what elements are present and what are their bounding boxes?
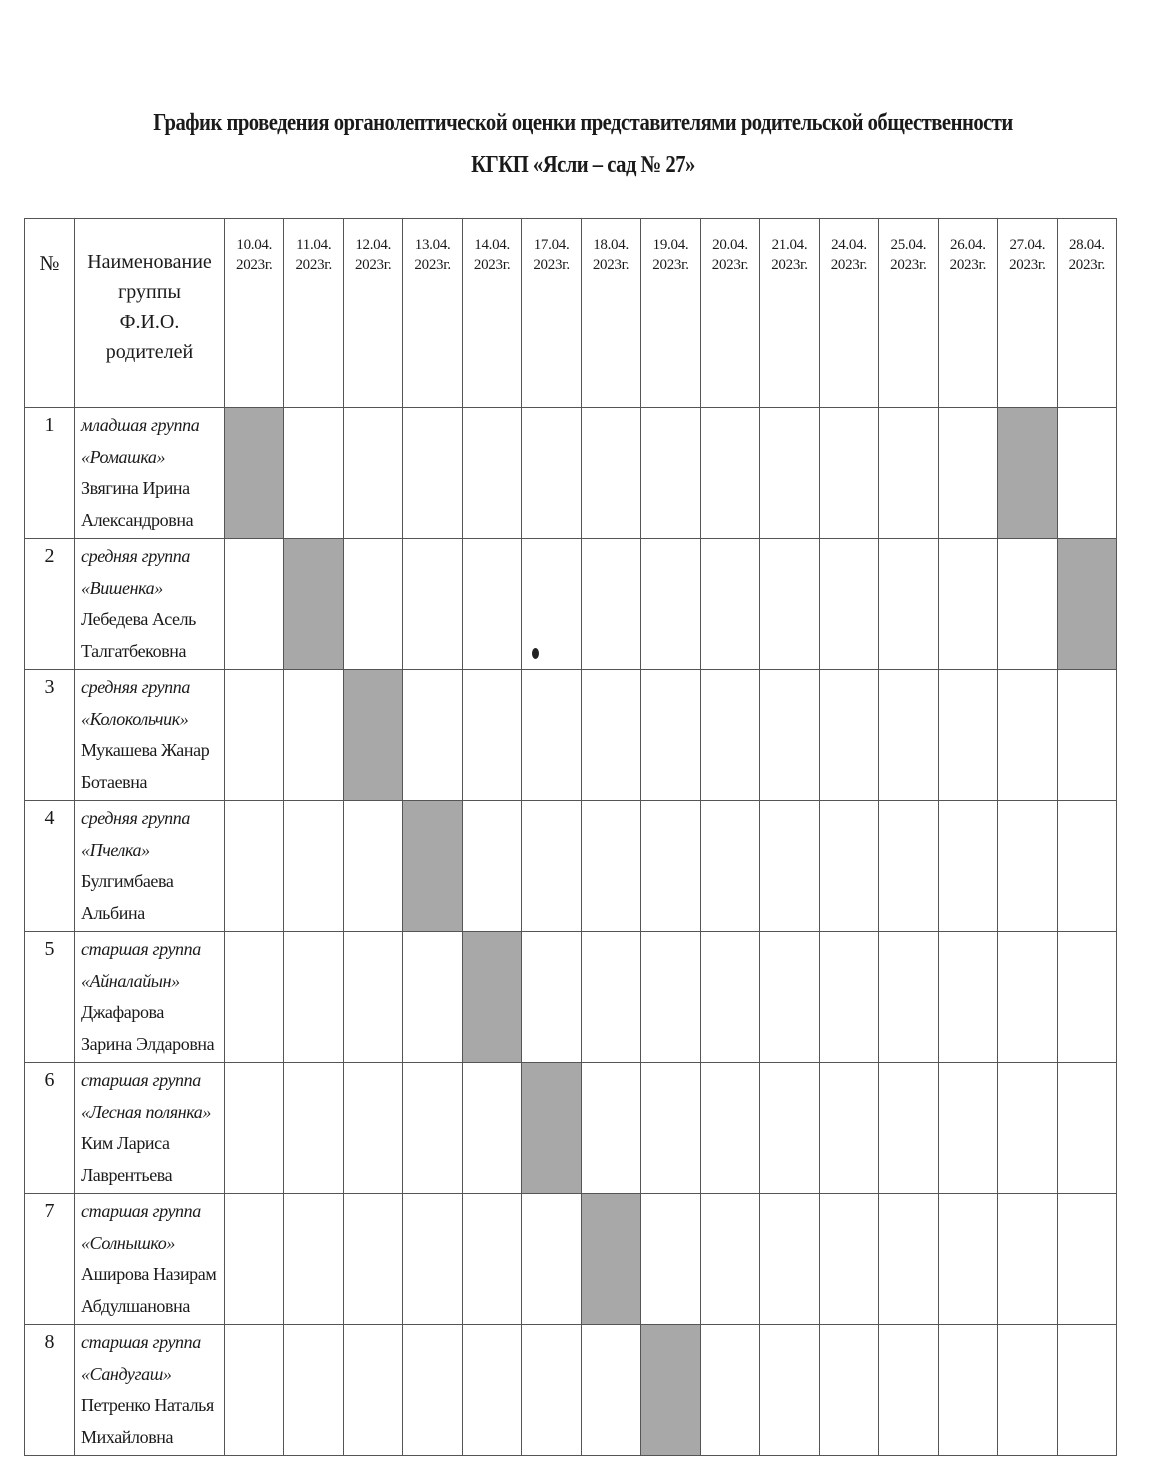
header-number: №: [25, 219, 75, 408]
header-date-line: 12.04.: [355, 237, 392, 253]
date-cell: [1057, 1325, 1116, 1456]
date-cell: [225, 1194, 284, 1325]
date-cell: [343, 932, 402, 1063]
date-cell: [522, 1325, 581, 1456]
group-parent-cell: [75, 801, 225, 932]
date-cell: [403, 1325, 462, 1456]
date-cell: [938, 1325, 997, 1456]
header-date-line: 11.04.: [296, 237, 332, 253]
date-cell: [700, 801, 759, 932]
date-cell: [462, 801, 521, 932]
table-row: [25, 932, 1117, 1063]
date-cell: [225, 801, 284, 932]
date-cell: [760, 670, 819, 801]
date-cell: [1057, 1194, 1116, 1325]
date-cell: [403, 408, 462, 539]
header-date: [403, 219, 462, 408]
date-cell: [284, 932, 343, 1063]
header-date-line: 18.04.: [593, 237, 629, 253]
date-cell: [581, 408, 640, 539]
date-cell: [403, 932, 462, 1063]
header-date-line: 28.04.: [1068, 237, 1105, 253]
group-name: «Колокольчик»: [81, 708, 189, 729]
group-name: младшая группа: [81, 415, 200, 435]
date-cell: [581, 539, 640, 670]
header-date-line: 10.04.: [236, 237, 273, 253]
table-row: [25, 539, 1117, 670]
scheduled-cell: [641, 1325, 700, 1456]
date-cell: [938, 1194, 997, 1325]
date-cell: [462, 408, 521, 539]
parent-name: Михайловна: [81, 1426, 174, 1447]
header-date-line: 2023г.: [830, 257, 868, 273]
header-date-line: 19.04.: [652, 237, 689, 253]
scheduled-cell: [581, 1194, 640, 1325]
parent-name: Ботаевна: [81, 771, 148, 792]
document-subtitle: КГКП «Ясли – сад № 27»: [471, 152, 695, 178]
date-cell: [819, 408, 878, 539]
group-name: «Сандугаш»: [81, 1363, 172, 1384]
date-cell: [700, 670, 759, 801]
date-cell: [998, 932, 1057, 1063]
scheduled-cell: [343, 670, 402, 801]
date-cell: [581, 1325, 640, 1456]
group-parent-cell: [75, 1194, 225, 1325]
parent-name: Александровна: [81, 509, 194, 530]
header-date-line: 2023г.: [295, 257, 332, 273]
date-cell: [938, 932, 997, 1063]
parent-name: Лаврентьева: [81, 1164, 173, 1185]
date-cell: [700, 1325, 759, 1456]
date-cell: [522, 801, 581, 932]
date-cell: [462, 670, 521, 801]
parent-name: Зарина Элдаровна: [81, 1033, 215, 1054]
group-name: средняя группа: [81, 546, 190, 566]
header-name-line: Ф.И.О.: [119, 311, 180, 333]
date-cell: [879, 932, 938, 1063]
row-number: 1: [25, 408, 75, 539]
group-name: средняя группа: [81, 677, 190, 697]
date-cell: [819, 801, 878, 932]
group-name: «Айналайын»: [81, 970, 180, 991]
header-date: [343, 219, 402, 408]
header-date: [522, 219, 581, 408]
header-date-line: 2023г.: [414, 257, 451, 273]
date-cell: [938, 539, 997, 670]
document-title: График проведения органолептической оценки представителями родительской общественности: [153, 110, 1013, 136]
header-date-line: 2023г.: [236, 257, 273, 273]
date-cell: [879, 1063, 938, 1194]
header-date-line: 2023г.: [473, 257, 511, 273]
date-cell: [225, 670, 284, 801]
date-cell: [522, 670, 581, 801]
scheduled-cell: [225, 408, 284, 539]
header-date-line: 26.04.: [950, 237, 986, 253]
group-name: средняя группа: [81, 808, 190, 828]
date-cell: [462, 539, 521, 670]
header-date: [938, 219, 997, 408]
date-cell: [1057, 670, 1116, 801]
date-cell: [700, 539, 759, 670]
date-cell: [760, 1325, 819, 1456]
date-cell: [1057, 1063, 1116, 1194]
header-name: [75, 219, 225, 408]
date-cell: [879, 670, 938, 801]
header-date: [760, 219, 819, 408]
header-date-line: 2023г.: [1068, 257, 1105, 273]
date-cell: [760, 1063, 819, 1194]
date-cell: [938, 408, 997, 539]
scheduled-cell: [522, 1063, 581, 1194]
date-cell: [760, 539, 819, 670]
table-row: [25, 670, 1117, 801]
parent-name: Лебедева Асель: [81, 609, 196, 629]
header-date-line: 27.04.: [1009, 237, 1046, 253]
group-parent-cell: [75, 408, 225, 539]
date-cell: [462, 1194, 521, 1325]
date-cell: [284, 1325, 343, 1456]
scheduled-cell: [284, 539, 343, 670]
date-cell: [343, 1325, 402, 1456]
row-number: 8: [25, 1325, 75, 1456]
date-cell: [522, 932, 581, 1063]
header-date-line: 2023г.: [890, 257, 927, 273]
date-cell: [1057, 801, 1116, 932]
header-date-line: 2023г.: [354, 257, 392, 273]
parent-name: Альбина: [81, 902, 145, 923]
group-parent-cell: [75, 670, 225, 801]
date-cell: [1057, 932, 1116, 1063]
date-cell: [343, 408, 402, 539]
group-name: «Пчелка»: [81, 839, 150, 860]
date-cell: [700, 1194, 759, 1325]
header-date-line: 17.04.: [533, 237, 570, 253]
date-cell: [760, 1194, 819, 1325]
group-name: «Лесная полянка»: [81, 1101, 211, 1122]
header-date-line: 2023г.: [711, 257, 749, 273]
header-date: [225, 219, 284, 408]
date-cell: [998, 801, 1057, 932]
date-cell: [938, 1063, 997, 1194]
header-date: [819, 219, 878, 408]
date-cell: [879, 408, 938, 539]
date-cell: [581, 932, 640, 1063]
date-cell: [760, 932, 819, 1063]
header-date-line: 20.04.: [712, 237, 748, 253]
group-name: «Ромашка»: [81, 446, 166, 467]
date-cell: [879, 1194, 938, 1325]
schedule-table: [24, 218, 1117, 1456]
date-cell: [225, 539, 284, 670]
group-name: «Вишенка»: [81, 577, 163, 598]
header-date: [462, 219, 521, 408]
parent-name: Аширова Назирам: [81, 1264, 217, 1284]
date-cell: [581, 801, 640, 932]
date-cell: [641, 1063, 700, 1194]
header-date: [998, 219, 1057, 408]
group-parent-cell: [75, 539, 225, 670]
date-cell: [819, 1063, 878, 1194]
row-number: 6: [25, 1063, 75, 1194]
header-date-line: 2023г.: [652, 257, 689, 273]
header-date-line: 14.04.: [474, 237, 510, 253]
date-cell: [343, 1063, 402, 1194]
date-cell: [879, 1325, 938, 1456]
date-cell: [581, 1063, 640, 1194]
table-row: [25, 1063, 1117, 1194]
date-cell: [522, 539, 581, 670]
scheduled-cell: [462, 932, 521, 1063]
row-number: 7: [25, 1194, 75, 1325]
date-cell: [343, 801, 402, 932]
date-cell: [700, 1063, 759, 1194]
date-cell: [819, 1194, 878, 1325]
header-date: [879, 219, 938, 408]
header-date-line: 25.04.: [890, 237, 927, 253]
date-cell: [343, 1194, 402, 1325]
date-cell: [462, 1063, 521, 1194]
group-name: «Солнышко»: [81, 1232, 175, 1253]
date-cell: [641, 801, 700, 932]
header-date-line: 24.04.: [831, 237, 867, 253]
schedule-body: [25, 408, 1117, 1456]
parent-name: Ким Лариса: [81, 1133, 170, 1153]
row-number: 5: [25, 932, 75, 1063]
date-cell: [879, 539, 938, 670]
date-cell: [819, 932, 878, 1063]
date-cell: [462, 1325, 521, 1456]
header-name-line: родителей: [105, 341, 194, 363]
header-date-line: 13.04.: [414, 237, 451, 253]
header-date-line: 2023г.: [533, 257, 570, 273]
header-date-line: 2023г.: [771, 257, 808, 273]
date-cell: [641, 1194, 700, 1325]
group-parent-cell: [75, 932, 225, 1063]
group-parent-cell: [75, 1325, 225, 1456]
date-cell: [819, 1325, 878, 1456]
header-name-line: группы: [118, 281, 181, 303]
date-cell: [641, 408, 700, 539]
date-cell: [403, 1194, 462, 1325]
date-cell: [225, 1325, 284, 1456]
date-cell: [284, 1063, 343, 1194]
scan-speck: [532, 648, 539, 659]
date-cell: [284, 801, 343, 932]
date-cell: [641, 670, 700, 801]
header-name-line: Наименование: [87, 251, 212, 273]
date-cell: [284, 408, 343, 539]
date-cell: [641, 539, 700, 670]
date-cell: [760, 801, 819, 932]
group-name: старшая группа: [81, 1070, 201, 1090]
date-cell: [879, 801, 938, 932]
date-cell: [225, 1063, 284, 1194]
row-number: 4: [25, 801, 75, 932]
header-date: [700, 219, 759, 408]
date-cell: [284, 1194, 343, 1325]
date-cell: [819, 670, 878, 801]
date-cell: [581, 670, 640, 801]
date-cell: [403, 670, 462, 801]
header-date-line: 2023г.: [592, 257, 630, 273]
date-cell: [998, 670, 1057, 801]
group-parent-cell: [75, 1063, 225, 1194]
header-date: [1057, 219, 1116, 408]
date-cell: [998, 1063, 1057, 1194]
date-cell: [1057, 408, 1116, 539]
date-cell: [522, 1194, 581, 1325]
date-cell: [938, 670, 997, 801]
parent-name: Звягина Ирина: [81, 478, 190, 498]
date-cell: [403, 539, 462, 670]
header-date: [284, 219, 343, 408]
date-cell: [998, 539, 1057, 670]
parent-name: Абдулшановна: [81, 1295, 190, 1316]
header-row: [25, 219, 1117, 408]
date-cell: [998, 1194, 1057, 1325]
parent-name: Джафарова: [81, 1002, 165, 1022]
group-name: старшая группа: [81, 1201, 201, 1221]
parent-name: Булгимбаева: [81, 871, 174, 891]
date-cell: [225, 932, 284, 1063]
date-cell: [998, 1325, 1057, 1456]
parent-name: Петренко Наталья: [81, 1395, 214, 1415]
header-date-line: 2023г.: [1009, 257, 1046, 273]
date-cell: [343, 539, 402, 670]
date-cell: [700, 932, 759, 1063]
row-number: 3: [25, 670, 75, 801]
date-cell: [641, 932, 700, 1063]
date-cell: [284, 670, 343, 801]
header-date-line: 2023г.: [949, 257, 987, 273]
scheduled-cell: [1057, 539, 1116, 670]
date-cell: [403, 1063, 462, 1194]
scheduled-cell: [403, 801, 462, 932]
table-row: [25, 1325, 1117, 1456]
header-date: [641, 219, 700, 408]
parent-name: Мукашева Жанар: [81, 740, 210, 760]
date-cell: [700, 408, 759, 539]
date-cell: [938, 801, 997, 932]
header-date: [581, 219, 640, 408]
parent-name: Талгатбековна: [81, 640, 187, 661]
table-row: [25, 1194, 1117, 1325]
date-cell: [760, 408, 819, 539]
table-row: [25, 801, 1117, 932]
date-cell: [819, 539, 878, 670]
group-name: старшая группа: [81, 1332, 201, 1352]
group-name: старшая группа: [81, 939, 201, 959]
row-number: 2: [25, 539, 75, 670]
header-date-line: 21.04.: [771, 237, 808, 253]
table-row: [25, 408, 1117, 539]
date-cell: [522, 408, 581, 539]
scheduled-cell: [998, 408, 1057, 539]
